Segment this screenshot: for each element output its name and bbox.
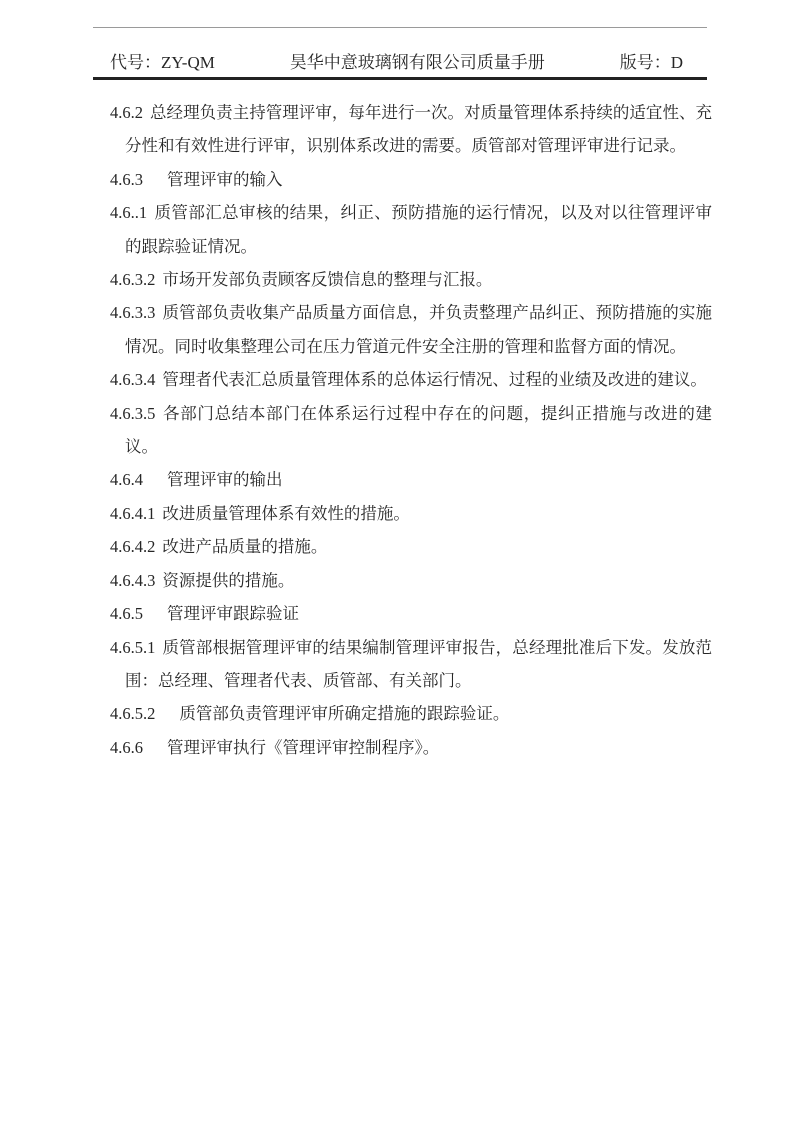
clause-4-6-6	[110, 731, 712, 764]
clause-text: 质管部汇总审核的结果，纠正、预防措施的运行情况，以及对以往管理评审的跟踪验证情况。	[125, 203, 712, 256]
clause-text: 改进质量管理体系有效性的措施。	[162, 503, 410, 523]
clause-number: 4.6.5.1	[110, 637, 156, 657]
clause-text: 质管部负责收集产品质量方面信息，并负责整理产品纠正、预防措施的实施情况。同时收集整理公司在压力管道元件安全注册的管理和监督方面的情况。	[125, 303, 712, 356]
clause-number: 4.6.4	[110, 470, 143, 490]
clause-4-6-3-4	[110, 363, 712, 396]
clause-text: 管理评审的输入	[167, 169, 283, 189]
doc-code: 代号：ZY-QM	[110, 53, 215, 72]
clause-4-6-5-1	[110, 631, 712, 698]
clause-4-6-4-2	[110, 530, 712, 563]
clause-number: 4.6.2	[110, 103, 143, 122]
document-header	[93, 50, 707, 76]
clause-text: 管理评审跟踪验证	[167, 604, 299, 624]
clause-text: 质管部负责管理评审所确定措施的跟踪验证。	[179, 704, 510, 724]
clause-number: 4.6.3.3	[110, 303, 156, 323]
clause-number: 4.6.3.4	[110, 370, 156, 390]
clause-number: 4.6.3	[110, 169, 143, 189]
clause-number: 4.6.4.2	[110, 537, 156, 557]
header-bottom-rule	[93, 77, 707, 80]
clause-4-6-4-3	[110, 564, 712, 597]
clause-text: 改进产品质量的措施。	[162, 537, 328, 557]
clause-number: 4.6.3.5	[110, 403, 156, 423]
clause-4-6-3-2	[110, 263, 712, 296]
clause-4-6-4	[110, 463, 712, 496]
clause-text: 总经理负责主持管理评审，每年进行一次。对质量管理体系持续的适宜性、充分性和有效性进行评审，识别体系改进的需要。质管部对管理评审进行记录。	[125, 103, 712, 156]
clause-4-6-3-1	[110, 196, 712, 263]
clause-4-6-4-1	[110, 497, 712, 530]
clause-number: 4.6.4.1	[110, 503, 156, 523]
doc-title: 昊华中意玻璃钢有限公司质量手册	[289, 53, 545, 72]
clause-4-6-3	[110, 163, 712, 196]
clause-text: 各部门总结本部门在体系运行过程中存在的问题，提纠正措施与改进的建议。	[125, 403, 712, 457]
clause-text: 市场开发部负责顾客反馈信息的整理与汇报。	[162, 270, 493, 290]
clause-text: 管理者代表汇总质量管理体系的总体运行情况、过程的业绩及改进的建议。	[162, 370, 707, 390]
clause-4-6-3-5	[110, 397, 712, 464]
clause-number: 4.6.4.3	[110, 570, 156, 590]
clause-4-6-3-3	[110, 296, 712, 363]
clause-text: 质管部根据管理评审的结果编制管理评审报告，总经理批准后下发。发放范围：总经理、管理者代表、质管部、有关部门。	[125, 637, 712, 690]
clause-4-6-5-2	[110, 697, 712, 730]
clause-number: 4.6.3.2	[110, 270, 156, 290]
clause-text: 管理评审执行《管理评审控制程序》。	[167, 737, 440, 757]
clause-4-6-2	[110, 96, 712, 163]
clause-4-6-5	[110, 597, 712, 630]
header-top-rule	[93, 27, 707, 28]
clause-number: 4.6.5.2	[110, 704, 156, 724]
document-body	[110, 96, 712, 764]
clause-number: 4.6.5	[110, 604, 143, 624]
clause-text: 资源提供的措施。	[162, 570, 295, 590]
clause-number: 4.6..1	[110, 203, 148, 223]
clause-number: 4.6.6	[110, 737, 143, 757]
doc-version: 版号：D	[619, 53, 683, 72]
clause-text: 管理评审的输出	[167, 470, 283, 490]
